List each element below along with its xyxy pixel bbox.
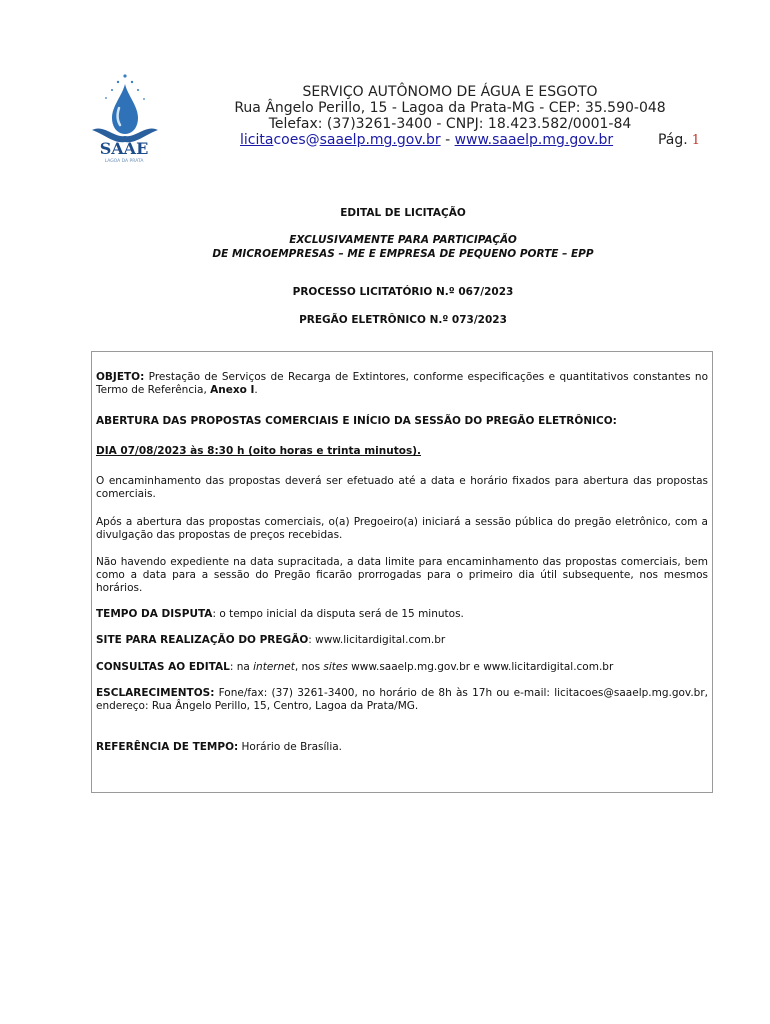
contact-line <box>200 132 700 148</box>
email-link[interactable]: licitacoes@saaelp.mg.gov.br <box>240 132 441 148</box>
exclusive-notice: EXCLUSIVAMENTE PARA PARTICIPAÇÃO DE MICROEMPRESAS – ME E EMPRESA DE PEQUENO PORTE – EPP <box>212 234 594 260</box>
session-date: DIA 07/08/2023 às 8:30 h (oito horas e trinta minutos). <box>96 445 421 457</box>
tempo-disputa-line: TEMPO DA DISPUTA: o tempo inicial da disputa será de 15 minutos. <box>96 608 464 620</box>
nao-havendo-paragraph: Não havendo expediente na data supracitada, a data limite para encaminhamento das propostas comerciais, bem como a data para a sessão do Pregão ficarão prorrogadas para o primeiro dia útil subsequente, nos mesmos horários. <box>96 556 708 594</box>
page-indicator: Pág. 1 <box>657 132 700 148</box>
site-pregao-line: SITE PARA REALIZAÇÃO DO PREGÃO: www.licitardigital.com.br <box>96 634 446 646</box>
edital-title: EDITAL DE LICITAÇÃO <box>340 207 466 219</box>
edital-summary-box <box>91 351 713 793</box>
abertura-heading: ABERTURA DAS PROPOSTAS COMERCIAIS E INÍCIO DA SESSÃO DO PREGÃO ELETRÔNICO: <box>96 415 617 427</box>
referencia-tempo-line: REFERÊNCIA DE TEMPO: Horário de Brasília. <box>96 741 343 753</box>
saae-logo <box>84 72 164 164</box>
encaminhamento-paragraph: O encaminhamento das propostas deverá ser efetuado até a data e horário fixados para abertura das propostas comerciais. <box>96 475 708 500</box>
org-phone-cnpj: Telefax: (37)3261-3400 - CNPJ: 18.423.582/0001-84 <box>268 116 632 132</box>
separator: - <box>440 132 455 148</box>
website-link[interactable]: www.saaelp.mg.gov.br <box>454 132 614 148</box>
svg-text:SAAE: SAAE <box>99 139 149 158</box>
apos-abertura-paragraph: Após a abertura das propostas comerciais, o(a) Pregoeiro(a) iniciará a sessão pública do pregão eletrônico, com a divulgação das propostas de preços recebidas. <box>96 516 708 541</box>
esclarecimentos-paragraph: ESCLARECIMENTOS: Fone/fax: (37) 3261-3400, no horário de 8h às 17h ou e-mail: licitacoes@saaelp.mg.gov.br, endereço: Rua Ângelo Perillo, 15, Centro, Lagoa da Prata/MG. <box>96 687 708 712</box>
org-address: Rua Ângelo Perillo, 15 - Lagoa da Prata-MG - CEP: 35.590-048 <box>234 100 666 116</box>
org-name: SERVIÇO AUTÔNOMO DE ÁGUA E ESGOTO <box>302 84 598 100</box>
consultas-line: CONSULTAS AO EDITAL: na internet, nos sites www.saaelp.mg.gov.br e www.licitardigital.com.br <box>96 661 614 673</box>
svg-text:LAGOA DA PRATA: LAGOA DA PRATA <box>104 159 144 164</box>
letterhead <box>200 84 700 148</box>
pregao-title: PREGÃO ELETRÔNICO N.º 073/2023 <box>299 314 507 326</box>
objeto-paragraph: OBJETO: Prestação de Serviços de Recarga de Extintores, conforme especificações e quantitativos constantes no Termo de Referência, Anexo I. <box>96 371 708 396</box>
processo-title: PROCESSO LICITATÓRIO N.º 067/2023 <box>292 286 514 298</box>
